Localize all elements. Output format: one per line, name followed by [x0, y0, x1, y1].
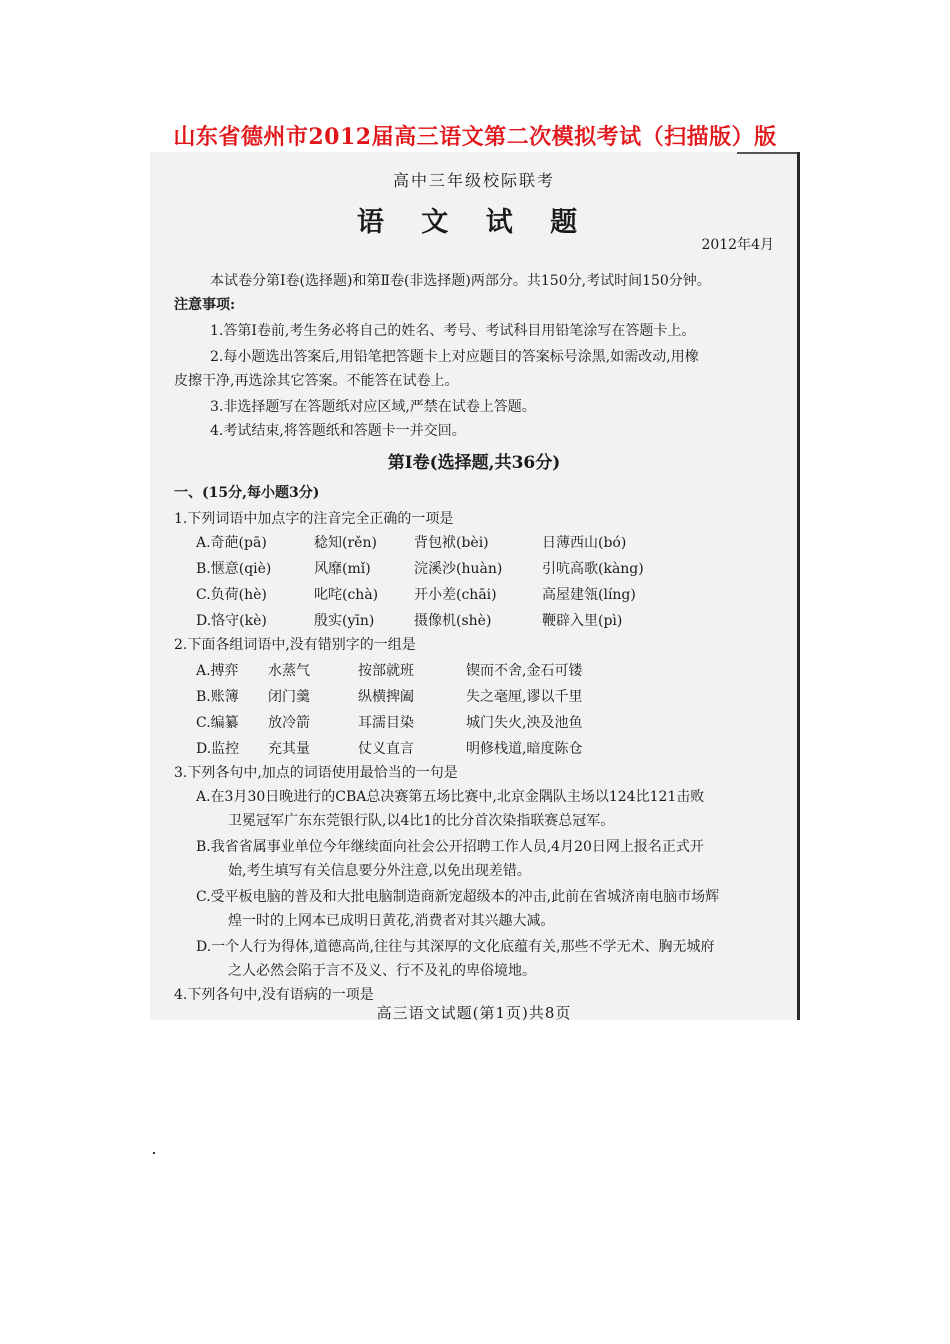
question-3-line: 之人必然会陷于言不及义、行不及礼的卑俗境地。 — [228, 963, 536, 979]
question-1-option-d: D.恪守(kè) 殷实(yīn) 摄像机(shè) 鞭辟入里(pì) — [196, 613, 623, 629]
question-4-stem: 4.下列各句中,没有语病的一项是 — [174, 987, 374, 1003]
question-3-line: C.受平板电脑的普及和大批电脑制造商新宠超级本的冲击,此前在省城济南电脑市场辉 — [196, 889, 720, 905]
exam-name: 语 文 试 题 — [356, 207, 592, 238]
exam-date: 2012年4月 — [701, 237, 774, 253]
scanned-page — [150, 152, 800, 1020]
question-2-option-d: D.监控 充其量 仗义直言 明修栈道,暗度陈仓 — [196, 741, 583, 757]
question-2-stem: 2.下面各组词语中,没有错别字的一组是 — [174, 637, 416, 653]
question-1-option-a: A.奇葩(pā) 稔知(rěn) 背包袱(bèi) 日薄西山(bó) — [196, 535, 627, 551]
notice-line: 皮擦干净,再选涂其它答案。不能答在试卷上。 — [174, 373, 459, 389]
question-2-option-b: B.账簿 闭门羹 纵横捭阖 失之毫厘,谬以千里 — [196, 689, 583, 705]
page-corner-mark — [737, 152, 797, 154]
question-3-line: B.我省省属事业单位今年继续面向社会公开招聘工作人员,4月20日网上报名正式开 — [196, 839, 704, 855]
page-edge-line — [797, 152, 800, 1020]
question-3-line: 卫冕冠军广东东莞银行队,以4比1的比分首次染指联赛总冠军。 — [228, 813, 615, 829]
notice-line: 1.答第Ⅰ卷前,考生务必将自己的姓名、考号、考试科目用铅笔涂写在答题卡上。 — [210, 323, 696, 339]
question-3-line: 煌一时的上网本已成明日黄花,消费者对其兴趣大减。 — [228, 913, 555, 929]
page-footer: 高三语文试题(第1页)共8页 — [376, 1004, 572, 1022]
document-title: 山东省德州市2012届高三语文第二次模拟考试（扫描版）版 — [173, 124, 777, 150]
part1-heading: 第Ⅰ卷(选择题,共36分) — [387, 453, 561, 473]
notice-line: 4.考试结束,将答题纸和答题卡一并交回。 — [210, 423, 466, 439]
question-3-stem: 3.下列各句中,加点的词语使用最恰当的一句是 — [174, 765, 458, 781]
question-1-option-c: C.负荷(hè) 叱咤(chà) 开小差(chāi) 高屋建瓴(líng) — [196, 587, 636, 603]
notice-line: 2.每小题选出答案后,用铅笔把答题卡上对应题目的答案标号涂黑,如需改动,用橡 — [210, 349, 699, 365]
question-1-stem: 1.下列词语中加点字的注音完全正确的一项是 — [174, 511, 454, 527]
question-1-option-b: B.惬意(qiè) 风靡(mǐ) 浣溪沙(huàn) 引吭高歌(kàng) — [196, 561, 644, 577]
question-3-line: A.在3月30日晚进行的CBA总决赛第五场比赛中,北京金隅队主场以124比121击败 — [196, 789, 705, 805]
scan-speck — [153, 1152, 155, 1154]
question-3-line: D.一个人行为得体,道德高尚,往往与其深厚的文化底蕴有关,那些不学无术、胸无城府 — [196, 939, 715, 955]
question-3-line: 始,考生填写有关信息要分外注意,以免出现差错。 — [228, 863, 531, 879]
exam-intro: 本试卷分第Ⅰ卷(选择题)和第Ⅱ卷(非选择题)两部分。共150分,考试时间150分钟。 — [210, 273, 711, 289]
question-2-option-a: A.搏弈 水蒸气 按部就班 锲而不舍,金石可镂 — [196, 663, 583, 679]
question-2-option-c: C.编纂 放冷箭 耳濡目染 城门失火,泱及池鱼 — [196, 715, 583, 731]
notice-line: 3.非选择题写在答题纸对应区域,严禁在试卷上答题。 — [210, 399, 536, 415]
section1-heading: 一、(15分,每小题3分) — [174, 485, 320, 501]
exam-subtitle: 高中三年级校际联考 — [392, 171, 555, 190]
notice-heading: 注意事项: — [174, 297, 236, 313]
